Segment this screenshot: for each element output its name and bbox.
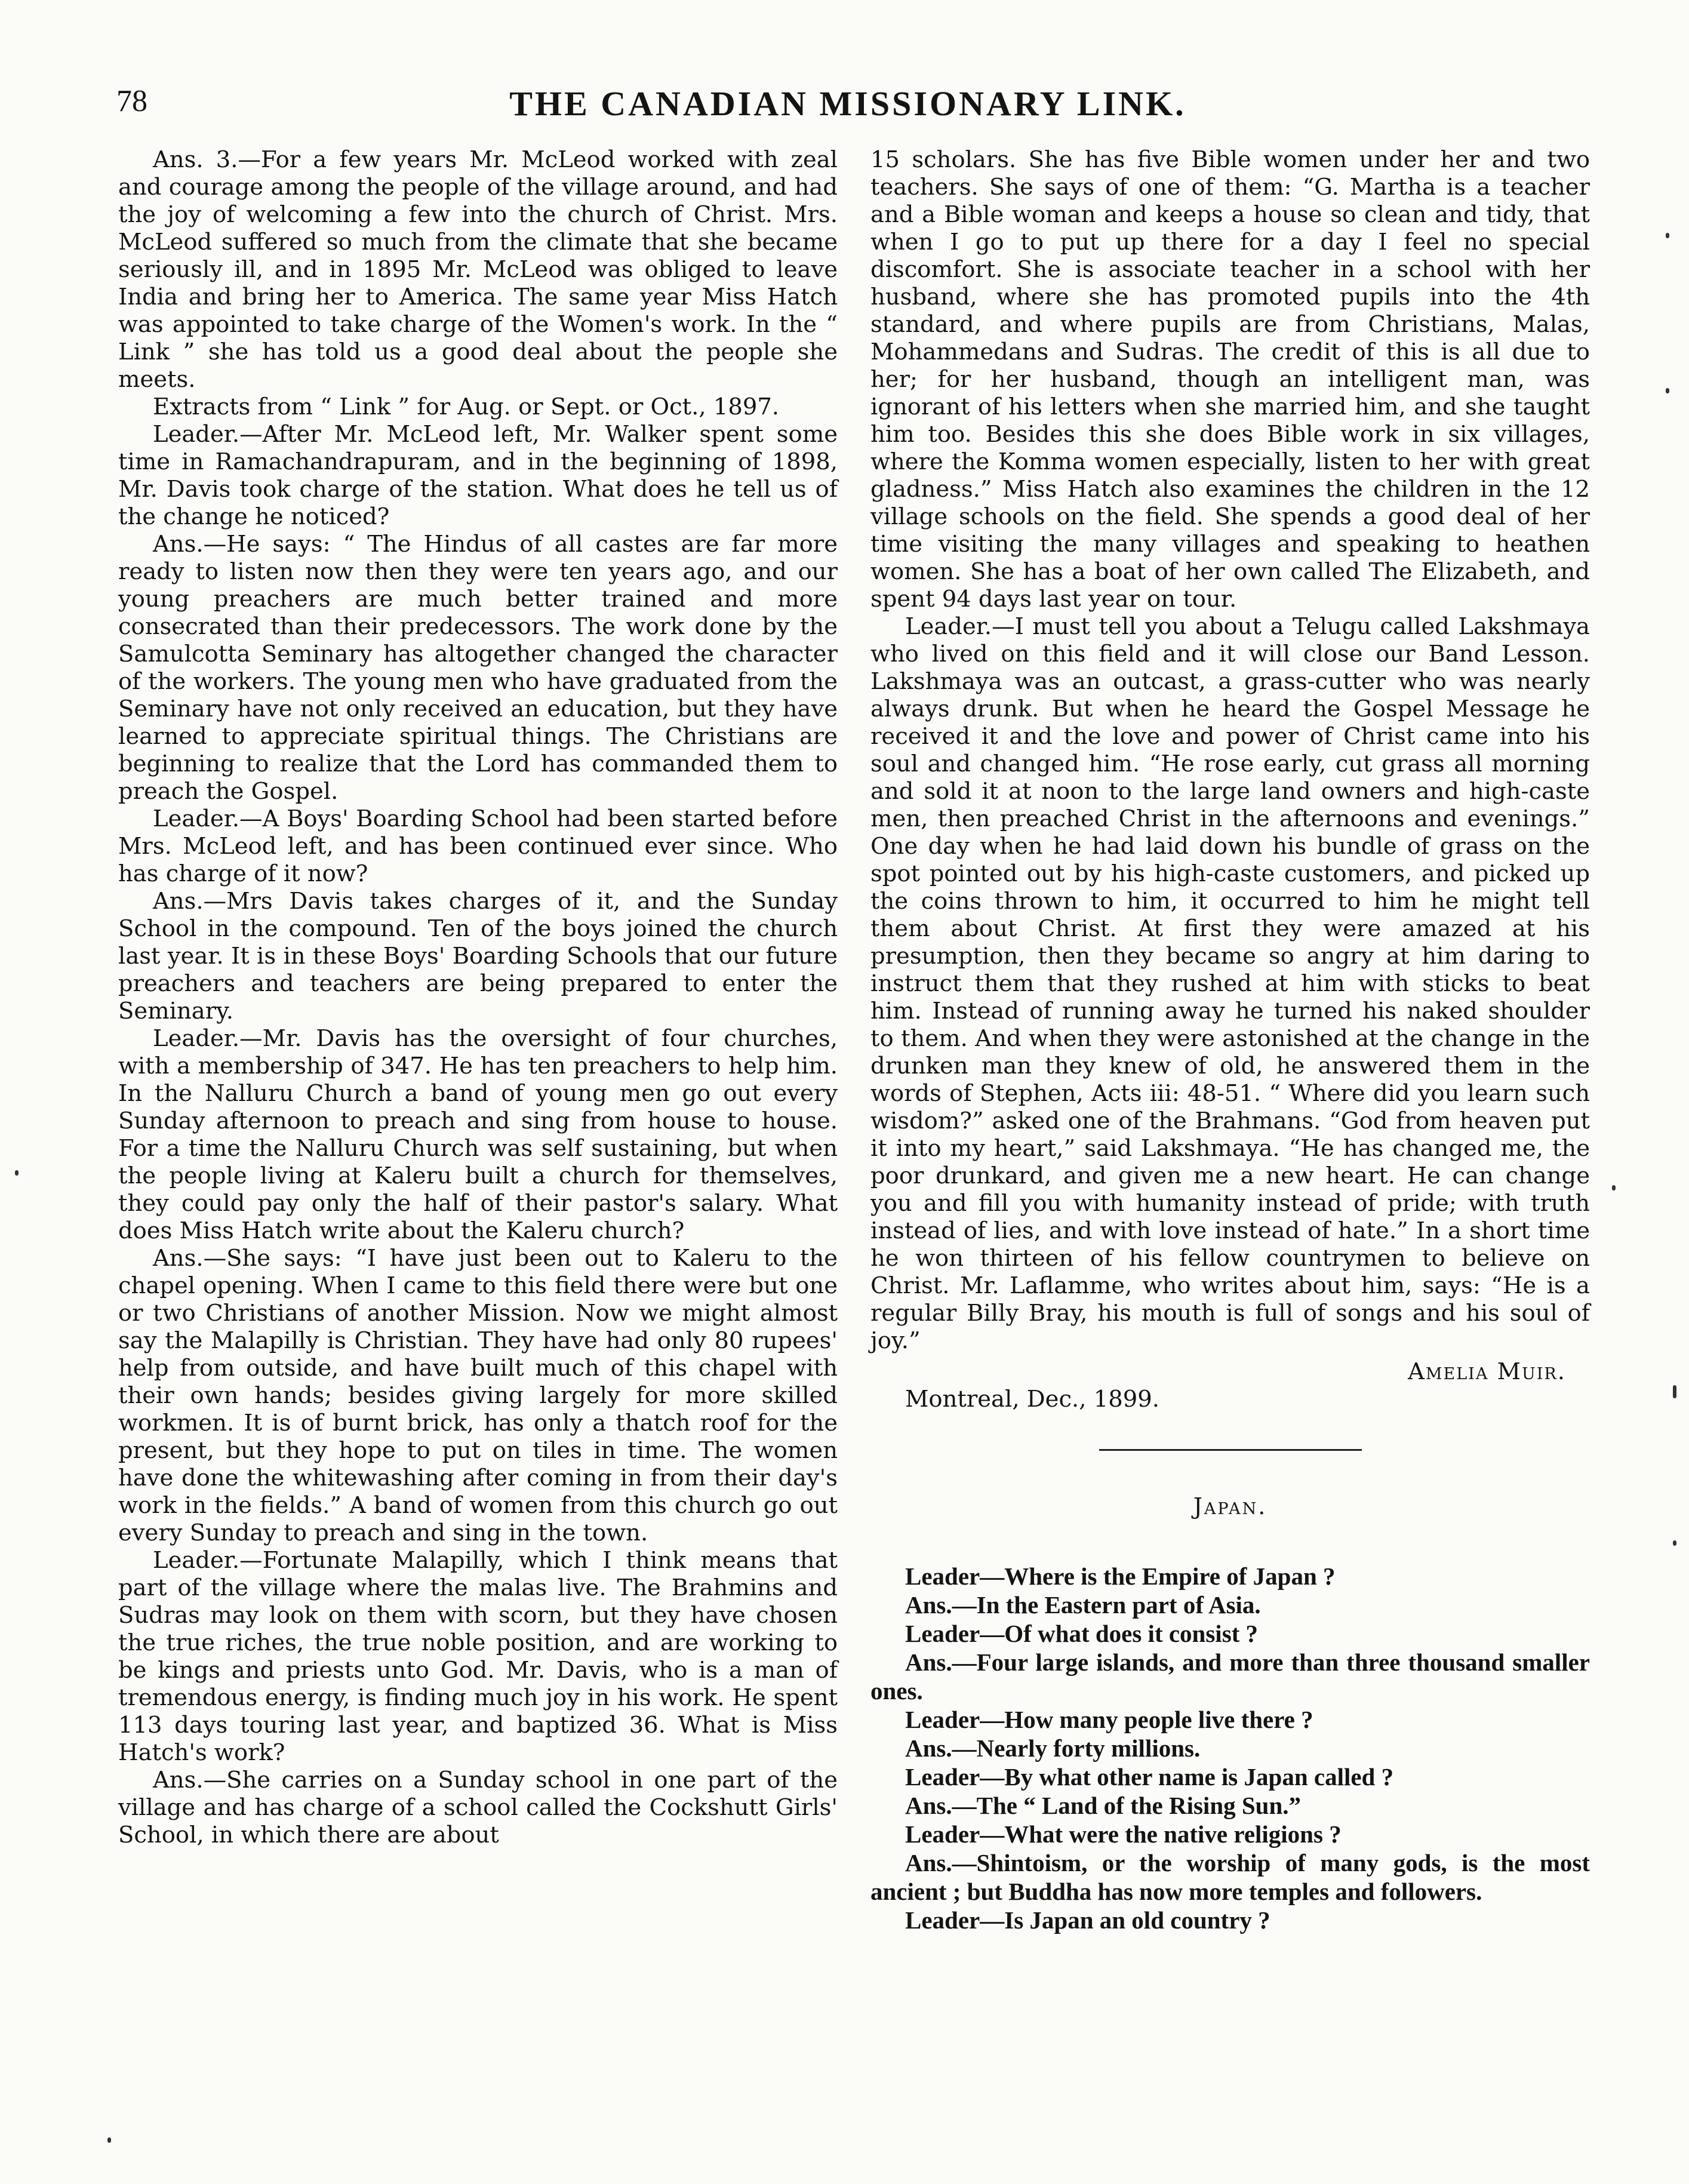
paragraph: Extracts from “ Link ” for Aug. or Sept. or Oct., 1897. — [153, 393, 780, 420]
scan-speck — [1612, 1185, 1616, 1191]
page-number: 78 — [116, 84, 147, 118]
qa-line: Leader—How many people live there ? — [905, 1706, 1313, 1733]
qa-line: Leader—Where is the Empire of Japan ? — [905, 1562, 1336, 1590]
author-signature: Amelia Muir. — [1408, 1358, 1566, 1385]
qa-line: Ans.—In the Eastern part of Asia. — [905, 1591, 1261, 1619]
qa-line: Leader—What were the native religions ? — [905, 1820, 1342, 1848]
page-header — [116, 84, 1579, 137]
paragraph: Ans.—She carries on a Sunday school in one part of the village and has charge of a school called the Cockshutt Girls' School, in which there are about — [118, 1767, 838, 1848]
paragraph: Leader.—I must tell you about a Telugu called Lakshmaya who lived on this field and it will close our Band Lesson. Lakshmaya was an outcast, a grass-cutter who was nearly always drunk. But when he heard the Gospel Message he received it and the love and power of Christ came into his soul and changed him. “He rose early, cut grass all morning and sold it at noon to the large land owners and high-caste men, then preached Christ in the afternoons and evenings.” One day when he had laid down his bundle of grass on the spot pointed out by his high-caste customers, and picked up the coins thrown to him, it occurred to him he might tell them about Christ. At first they were amazed at his presumption, then they became so angry at him daring to instruct them that they rushed at him with sticks to beat him. Instead of running away he turned his naked shoulder to them. And when they were astonished at the change in the drunken man they knew of old, he answered them in the words of Stephen, Acts iii: 48-51. “ Where did you learn such wisdom?” asked one of the Brahmans. “God from heaven put it into my heart,” said Lakshmaya. “He has changed me, the poor drunkard, and given me a new heart. He can change you and fill you with humanity instead of pride; with truth instead of lies, and with love instead of hate.” In a short time he won thirteen of his fellow countrymen to believe on Christ. Mr. Laflamme, who writes about him, says: “He is a regular Billy Bray, his mouth is full of songs and his soul of joy.” — [870, 613, 1590, 1354]
dateline: Montreal, Dec., 1899. — [905, 1386, 1159, 1413]
scan-speck — [1666, 388, 1669, 393]
qa-line: Leader—By what other name is Japan called ? — [905, 1763, 1394, 1791]
section-divider — [1099, 1449, 1362, 1451]
paragraph: Ans.—She says: “I have just been out to Kaleru to the chapel opening. When I came to this field there were but one or two Christians of another Mission. Now we might almost say the Malapilly is Christian. They have had only 80 rupees' help from outside, and have built much of this chapel with their own hands; besides giving largely for more skilled workmen. It is of burnt brick, has only a thatch roof for the present, but they hope to put on tiles in time. The women have done the whitewashing after coming in from their day's work in the fields.” A band of women from this church go out every Sunday to preach and sing in the town. — [118, 1245, 838, 1546]
qa-line: Leader—Is Japan an old country ? — [905, 1906, 1270, 1934]
qa-line: Ans.—Four large islands, and more than three thousand smaller ones. — [870, 1648, 1590, 1705]
left-column — [118, 146, 838, 1849]
qa-line: Ans.—Nearly forty millions. — [905, 1734, 1201, 1762]
continued-paragraph: 15 scholars. She has five Bible women under her and two teachers. She says of one of them: “G. Martha is a teacher and a Bible woman and keeps a house so clean and tidy, that when I go to put up there for a day I feel no special discomfort. She is associate teacher in a school with her husband, where she has promoted pupils into the 4th standard, and where pupils are from Christians, Malas, Mohammedans and Sudras. The credit of this is all due to her; for her husband, though an intelligent man, was ignorant of his letters when she married him, and she taught him too. Besides this she does Bible work in six villages, where the Komma women especially, listen to her with great gladness.” Miss Hatch also examines the children in the 12 village schools on the field. She spends a good deal of her time visiting the many villages and speaking to heathen women. She has a boat of her own called The Elizabeth, and spent 94 days last year on tour. — [870, 146, 1590, 613]
right-column — [870, 146, 1590, 1934]
qa-line: Ans.—The “ Land of the Rising Sun.” — [905, 1792, 1302, 1819]
paragraph: Leader.—Mr. Davis has the oversight of four churches, with a membership of 347. He has ten preachers to help him. In the Nalluru Church a band of young men go out every Sunday afternoon to preach and sing from house to house. For a time the Nalluru Church was self sustaining, but when the people living at Kaleru built a church for themselves, they could pay only the half of their pastor's salary. What does Miss Hatch write about the Kaleru church? — [118, 1025, 838, 1244]
paragraph: Leader.—After Mr. McLeod left, Mr. Walker spent some time in Ramachandrapuram, and in the beginning of 1898, Mr. Davis took charge of the station. What does he tell us of the change he noticed? — [118, 421, 838, 530]
qa-line: Leader—Of what does it consist ? — [905, 1620, 1259, 1647]
signature-block — [870, 1358, 1590, 1386]
scan-speck — [107, 2137, 111, 2143]
scan-speck — [15, 1170, 19, 1176]
qa-line: Ans.—Shintoism, or the worship of many gods, is the most ancient ; but Buddha has now more temples and followers. — [870, 1849, 1590, 1905]
scan-speck — [1673, 1385, 1676, 1398]
running-title: THE CANADIAN MISSIONARY LINK. — [509, 84, 1186, 123]
paragraph: Leader.—A Boys' Boarding School had been started before Mrs. McLeod left, and has been continued ever since. Who has charge of it now? — [118, 805, 838, 887]
paragraph: Leader.—Fortunate Malapilly, which I think means that part of the village where the malas live. The Brahmins and Sudras may look on them with scorn, but they have chosen the true riches, the true noble position, and are working to be kings and priests unto God. Mr. Davis, who is a man of tremendous energy, is finding much joy in his work. He spent 113 days touring last year, and baptized 36. What is Miss Hatch's work? — [118, 1547, 838, 1766]
paragraph: Ans.—Mrs Davis takes charges of it, and the Sunday School in the compound. Ten of the boys joined the church last year. It is in these Boys' Boarding Schools that our future preachers and teachers are being prepared to enter the Seminary. — [118, 888, 838, 1025]
paragraph: Ans.—He says: “ The Hindus of all castes are far more ready to listen now then they were ten years ago, and our young preachers are much better trained and more consecrated than their predecessors. The work done by the Samulcotta Seminary has altogether changed the character of the workers. The young men who have graduated from the Seminary have not only received an education, but they have learned to appreciate spiritual things. The Christians are beginning to realize that the Lord has commanded them to preach the Gospel. — [118, 531, 838, 805]
scan-speck — [1673, 1540, 1676, 1546]
section-heading: Japan. — [1193, 1493, 1267, 1519]
japan-catechism — [870, 1562, 1590, 1934]
paragraph: Ans. 3.—For a few years Mr. McLeod worked with zeal and courage among the people of the village around, and had the joy of welcoming a few into the church of Christ. Mrs. McLeod suffered so much from the climate that she became seriously ill, and in 1895 Mr. McLeod was obliged to leave India and bring her to America. The same year Miss Hatch was appointed to take charge of the Women's work. In the “ Link ” she has told us a good deal about the people she meets. — [118, 146, 838, 393]
scan-speck — [1666, 233, 1669, 238]
